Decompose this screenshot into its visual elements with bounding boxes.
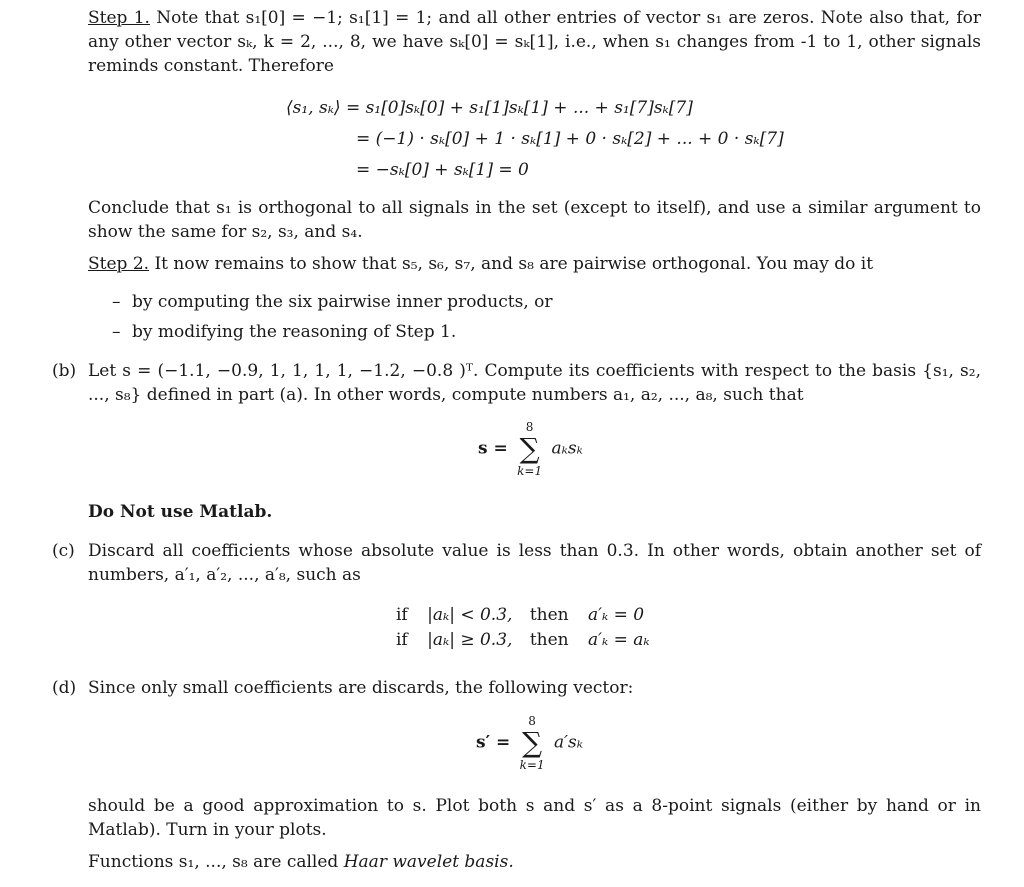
step2-text: It now remains to show that s₅, s₆, s₇, and s₈ are pairwise orthogonal. You may do it <box>154 254 874 274</box>
condition-row-1 <box>396 603 644 627</box>
list-dash: – <box>112 292 121 312</box>
sigma-icon: ∑ <box>519 432 540 465</box>
step1-paragraph <box>88 6 981 78</box>
part-c-text: Discard all coefficients whose absolute value is less than 0.3. In other words, obtain another set of numbers, a′₁, a′₂, ..., a′₈, such as <box>88 541 981 585</box>
part-d-after: should be a good approximation to s. Plot both s and s′ as a 8-point signals (either by hand or in Matlab). Turn in your plots. <box>88 796 981 840</box>
cond-then: then <box>529 630 569 650</box>
part-c-label: (c) <box>52 541 75 561</box>
part-d-text: Since only small coefficients are discards, the following vector: <box>88 678 634 698</box>
eq1-line1: ⟨s₁, sₖ⟩ = s₁[0]sₖ[0] + s₁[1]sₖ[1] + ... + s₁[7]sₖ[7] <box>286 98 693 118</box>
step2-paragraph <box>88 252 981 276</box>
step1-label: Step 1. <box>88 8 150 28</box>
cond-result: a′ₖ = 0 <box>588 605 645 625</box>
sum-symbol <box>520 714 545 772</box>
eq-d-lhs: s′ = <box>476 732 511 753</box>
cond-if: if <box>396 605 408 625</box>
cond-result: a′ₖ = aₖ <box>588 630 650 650</box>
sum-upper: 8 <box>525 420 534 434</box>
sum-upper: 8 <box>528 714 536 728</box>
no-matlab-note: Do Not use Matlab. <box>88 502 273 522</box>
sigma-icon: ∑ <box>522 726 543 759</box>
eq-b-rhs: aₖsₖ <box>551 438 583 459</box>
final-sentence <box>88 850 981 874</box>
cond-if: if <box>396 630 408 650</box>
eq-b-lhs: s = <box>478 438 508 459</box>
part-b-label: (b) <box>52 361 77 381</box>
part-d-equation <box>476 714 583 772</box>
sum-symbol <box>517 420 542 478</box>
haar-term: Haar wavelet basis. <box>343 852 514 872</box>
final-prefix: Functions s₁, ..., s₈ are called <box>88 852 339 872</box>
condition-row-2 <box>396 628 650 652</box>
cond-expr: |aₖ| ≥ 0.3, <box>427 630 513 650</box>
cond-expr: |aₖ| < 0.3, <box>427 605 513 625</box>
conclude-paragraph: Conclude that s₁ is orthogonal to all signals in the set (except to itself), and use a similar argument to show the same for s₂, s₃, and s₄. <box>88 198 981 242</box>
eq1-line2: = (−1) · sₖ[0] + 1 · sₖ[1] + 0 · sₖ[2] + ... + 0 · sₖ[7] <box>356 129 784 149</box>
eq-d-rhs: a′sₖ <box>554 732 583 753</box>
part-b-equation <box>478 420 583 478</box>
step1-text: Note that s₁[0] = −1; s₁[1] = 1; and all other entries of vector s₁ are zeros. Note also that, for any other vector sₖ, k = 2, ..., 8, we have sₖ[0] = sₖ[1], i.e., when s₁ changes from -1 to 1, other signals reminds constant. Therefore <box>88 8 982 76</box>
part-d-label: (d) <box>52 678 77 698</box>
sum-lower: k=1 <box>517 464 543 478</box>
part-b-text: Let s = (−1.1, −0.9, 1, 1, 1, 1, −1.2, −0.8 )ᵀ. Compute its coefficients with respect to the basis {s₁, s₂, ..., s₈} defined in part (a). In other words, compute numbers a₁, a₂, ..., a₈, such that <box>88 361 981 405</box>
step2-item-2: by modifying the reasoning of Step 1. <box>132 322 457 342</box>
cond-then: then <box>529 605 569 625</box>
eq1-line3: = −sₖ[0] + sₖ[1] = 0 <box>356 160 529 180</box>
step2-label: Step 2. <box>88 254 150 274</box>
step2-item-1: by computing the six pairwise inner products, or <box>132 292 553 312</box>
sum-lower: k=1 <box>519 758 545 772</box>
list-dash: – <box>112 322 121 342</box>
